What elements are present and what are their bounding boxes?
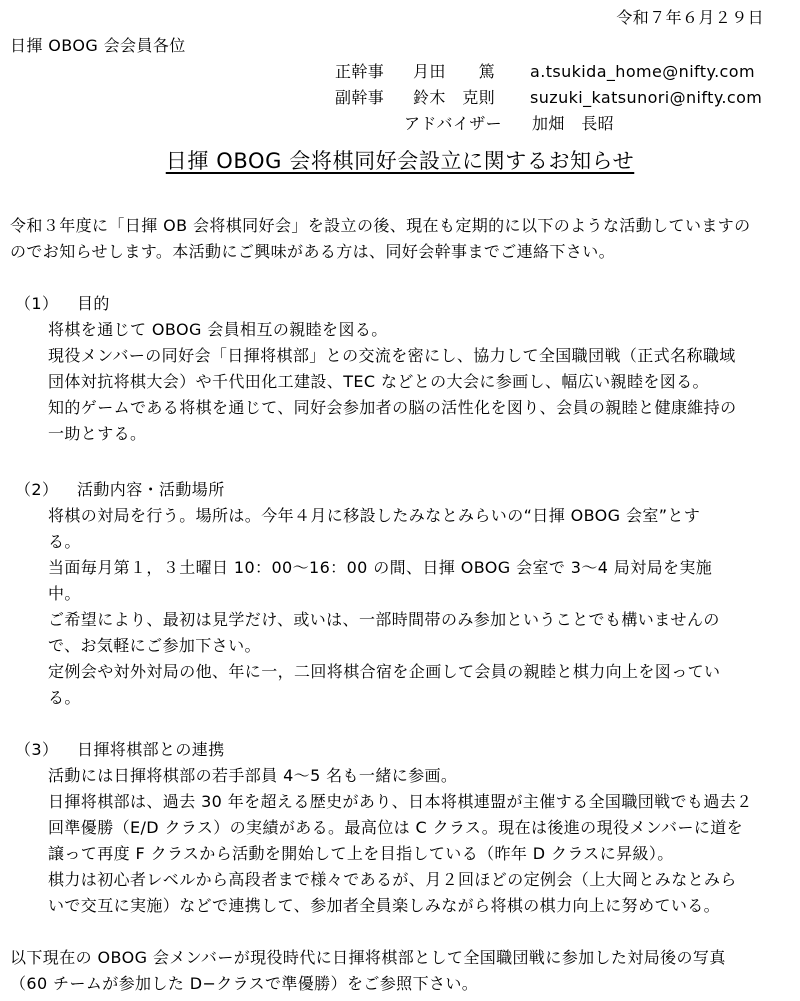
sender-advisor xyxy=(404,114,614,134)
sender-name: 月田 篤 xyxy=(413,62,496,81)
closing-line: 以下現在の OBOG 会メンバーが現役時代に日揮将棋部として全国職団戦に参加した対局後の写真 xyxy=(10,948,726,967)
section-number: （1） xyxy=(15,294,59,313)
section-line: 棋力は初心者レベルから高段者まで様々であるが、月２回ほどの定例会（上大岡とみなとみら xyxy=(48,870,737,889)
section-line: 現役メンバーの同好会「日揮将棋部」との交流を密にし、協力して全国職団戦（正式名称職域 xyxy=(48,346,736,365)
advisor-name: 加畑 長昭 xyxy=(532,114,615,133)
section-heading-purpose xyxy=(15,294,110,314)
section-line: る。 xyxy=(48,688,81,707)
sender-role: 副幹事 xyxy=(335,88,385,107)
section-line: 一助とする。 xyxy=(48,424,147,443)
section-line: 活動には日揮将棋部の若手部員 4～5 名も一緒に参画。 xyxy=(48,766,458,785)
section-line: 回準優勝（E/D クラス）の実績がある。最高位は C クラス。現在は後進の現役メンバーに道を xyxy=(48,818,744,837)
section-title: 活動内容・活動場所 xyxy=(77,480,225,499)
section-line: 日揮将棋部は、過去 30 年を超える歴史があり、日本将棋連盟が主催する全国職団戦でも過去２ xyxy=(48,792,753,811)
section-line: 譲って再度 F クラスから活動を開始して上を目指している（昨年 D クラスに昇級）。 xyxy=(48,844,674,863)
section-line: る。 xyxy=(48,532,81,551)
section-line: ご希望により、最初は見学だけ、或いは、一部時間帯のみ参加ということでも構いませんの xyxy=(48,610,720,629)
intro-line: 令和３年度に「日揮 OB 会将棋同好会」を設立の後、現在も定期的に以下のような活動していますの xyxy=(10,216,751,235)
section-line: 将棋の対局を行う。場所は。今年４月に移設したみなとみらいの“日揮 OBOG 会室”とす xyxy=(48,506,701,525)
section-line: 知的ゲームである将棋を通じて、同好会参加者の脳の活性化を図り、会員の親睦と健康維持の xyxy=(48,398,737,417)
advisor-role: アドバイザー xyxy=(404,114,503,133)
section-line: 中。 xyxy=(48,584,81,603)
sender-secondary xyxy=(335,88,762,108)
section-number: （2） xyxy=(15,480,59,499)
section-line: 当面毎月第１，３土曜日 10：00～16：00 の間、日揮 OBOG 会室で 3～4 局対局を実施 xyxy=(48,558,713,577)
section-heading-collaboration xyxy=(15,740,225,760)
sender-primary xyxy=(335,62,755,82)
document-title: 日揮 OBOG 会将棋同好会設立に関するお知らせ xyxy=(165,149,635,173)
sender-role: 正幹事 xyxy=(335,62,385,81)
section-line: 定例会や対外対局の他、年に一，二回将棋合宿を企画して会員の親睦と棋力向上を図ってい xyxy=(48,662,721,681)
document-date: 令和７年６月２９日 xyxy=(616,8,764,27)
section-heading-activities xyxy=(15,480,225,500)
section-title: 目的 xyxy=(77,294,110,313)
sender-email: suzuki_katsunori@nifty.com xyxy=(530,88,763,107)
intro-line: のでお知らせします。本活動にご興味がある方は、同好会幹事までご連絡下さい。 xyxy=(10,242,616,261)
section-line: いで交互に実施）などで連携して、参加者全員楽しみながら将棋の棋力向上に努めている。 xyxy=(48,896,721,915)
section-number: （3） xyxy=(15,740,59,759)
section-line: 団体対抗将棋大会）や千代田化工建設、TEC などとの大会に参画し、幅広い親睦を図る。 xyxy=(48,372,709,391)
sender-name: 鈴木 克則 xyxy=(413,88,496,107)
section-line: で、お気軽にご参加下さい。 xyxy=(48,636,261,655)
section-line: 将棋を通じて OBOG 会員相互の親睦を図る。 xyxy=(48,320,388,339)
section-title: 日揮将棋部との連携 xyxy=(77,740,225,759)
closing-line: （60 チームが参加した D−クラスで準優勝）をご参照下さい。 xyxy=(10,974,479,993)
salutation: 日揮 OBOG 会会員各位 xyxy=(10,36,186,55)
sender-email: a.tsukida_home@nifty.com xyxy=(530,62,755,81)
